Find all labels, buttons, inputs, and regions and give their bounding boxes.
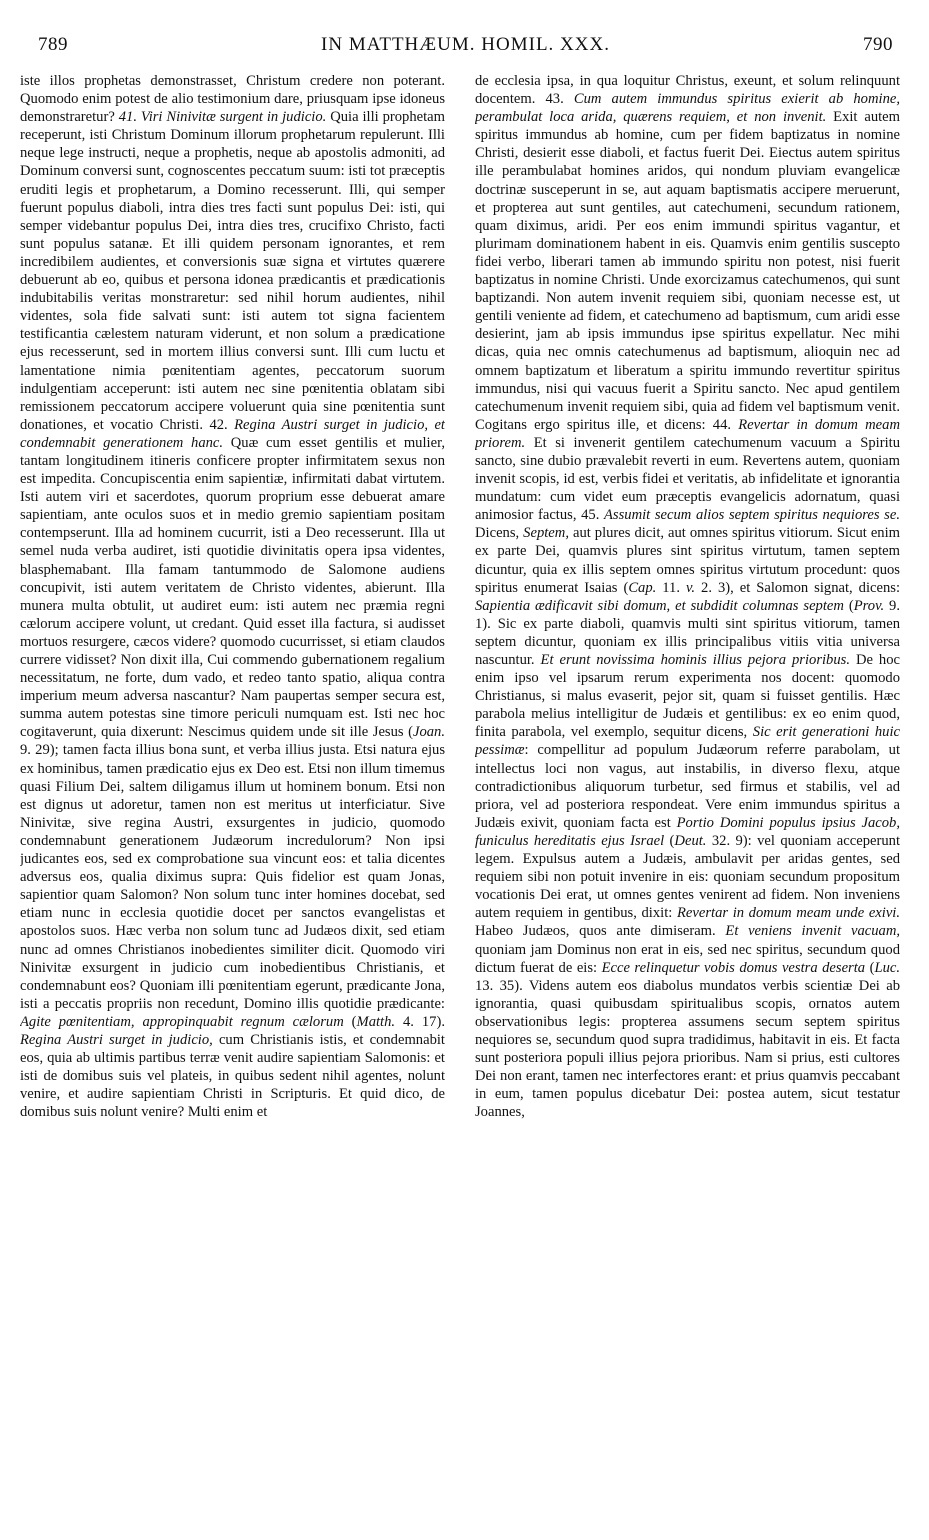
left-text-column xyxy=(20,72,445,1522)
text-run: : compellitur ad populum Judæorum referre parabolam, ut intellectus loci non vagus, aut instabilis, in diverso flexu, atque contradictionibus aliquorum turbetur, sed firmus et stabilis, vel ad priora, vel ad posteriora respondeat. Vere enim immundus spiritus a Judæis exivit, quoniam facta est xyxy=(475,742,900,831)
text-run: Et si invenerit gentilem catechumenum vacuum a Spiritu sancto, sine dubio prævalebit reverti in eum. Revertens autem, quoniam invenit scopis, id est, verbis fidei et veritatis, ab infidelitate et ignorantia mundatum: cum videt eum præceptis evangelicis adornatum, quasi animosior factus, 45. xyxy=(475,434,900,524)
text-run: aut plures dicit, aut omnes spiritus vitiorum. Sicut enim ex parte Dei, quamvis plures sint spiritus virtutum, tamen septem dicuntur, quia ex illis septem omnes spiritus virtutum procedunt: quos spiritus enumerat Isaias ( xyxy=(475,525,900,596)
page-number-left: 789 xyxy=(38,34,68,55)
text-run: Exit autem spiritus immundus ab homine, cum per fidem baptizatus in nomine Christi, desierit esse diaboli, et factus fuerit Dei. Eiectus autem spiritus ille perambulabat homines aridos, qui nondum pluviam evangelicæ doctrinæ susceperunt in se, aut aquam baptismatis accipere meruerunt, et propterea aut sunt gentiles, aut catechumeni, secundum rationem, quam diximus, aridi. Per eos enim immundi spiritus vagantur, et plurimam dominationem habent in eis. Quamvis enim gentilis suscepto fidei verbo, liberari tamen ab immundo spiritu non potest, nisi fuerit baptizatus in nomine Christi. Unde exorcizamus catechumenos, qui sunt baptizandi. Non autem invenit requiem sibi, quoniam necesse est, ut gentili veniente ad fidem, et catechumeno ad baptismum, cum aridi esse desierint, jam ab ipsis immundus ipse spiritus expellatur. Nec mihi dicas, quia nec omnis catechumenus ad baptismum, alioquin nec ad omnem baptizatum et liberatum a spiritu immundo revertitur spiritus immundus, nisi qui vacuus fuerit a Spiritu sancto. Nec apud gentilem catechumenum invenit requiem sibi, quia ad fidem vel baptismum venit. Cogitans ergo spiritus ille, et dicens: 44. xyxy=(475,109,900,433)
italic-text-run: 41. Viri Ninivitæ surgent in judicio. xyxy=(118,109,327,126)
italic-text-run: Deut. xyxy=(674,832,707,849)
italic-text-run: v. xyxy=(686,579,696,596)
text-run: Habeo Judæos, quos ante dimiseram. xyxy=(475,923,726,940)
right-text-column xyxy=(475,72,900,1522)
text-run: quoniam jam Dominus non erat in eis, sed nec spiritus, secundum quod dictum fuerat de eis: xyxy=(475,941,900,976)
italic-text-run: Regina Austri surget in judicio, et condemnabit generationem hanc. xyxy=(20,416,445,451)
left-column-paragraph xyxy=(20,72,445,1121)
text-run: 32. 9): vel quoniam acceperunt legem. Expulsus autem a Judæis, ambulavit per aridas gentes, sed requiem sibi non potuit invenire in eis: quoniam secundum propositum vocationis Dei erat, ut omnes gentes venirent ad fidem. Non inveniens autem requiem in gentibus, dixit: xyxy=(475,832,900,922)
italic-text-run: Joan. xyxy=(412,724,445,741)
italic-text-run: Cum autem immundus spiritus exierit ab homine, perambulat loca arida, quærens requiem, et non invenit. xyxy=(475,91,900,126)
text-run: iste illos prophetas demonstrasset, Christum credere non poterant. Quomodo enim potest de alio testimonium dare, priusquam ipse idoneus demonstraretur? xyxy=(20,73,445,126)
text-run: 11. xyxy=(656,579,686,596)
italic-text-run: Luc. xyxy=(874,959,900,976)
italic-text-run: Prov. xyxy=(853,597,885,614)
text-run: Quia illi prophetam receperunt, isti Christum Dominum illorum prophetarum repulerunt. Illi neque lege instructi, neque a prophetis, neque ab apostolis admoniti, ad Dominum conversi sunt, cognoscentes peccatum suum: isti tot præceptis eruditi legis et prophetarum, a Domino recesserunt. Illi, qui semper fuerunt populus diaboli, intra dies tres facti sunt populus Dei: isti, qui semper videbantur populus Dei, intra dies tres, crucifixo Christo, facti sunt populus satanæ. Et illi quidem personam ignorantes, et rem incredibilem audientes, et conversionis suæ signa et virtutes quærere debuerunt ab eo, quibus et persona idonea prædicantis et prædicationis indubitabilis veritas monstraretur: sed nihil horum audientes, nihil videntes, sola fide salvati sunt: isti autem tot signa facientem testificantia cælestem naturam viderunt, et non solum a prædicatione ejus recesserunt, sed in mortem illius conversi sunt. Illi cum luctu et lamentatione nimia pœnitentiam agentes, peccatorum suorum indulgentiam acceperunt: isti autem nec sine pœnitentia oblatam sibi remissionem peccatorum accipere voluerunt quia sine pœnitentia sunt donationes, et vocatio Christi. 42. xyxy=(20,109,445,433)
italic-text-run: Et veniens invenit vacuam, xyxy=(725,923,900,940)
running-title: IN MATTHÆUM. HOMIL. XXX. xyxy=(321,34,610,55)
italic-text-run: Regina Austri surget in judicio, xyxy=(20,1031,213,1048)
text-run: de ecclesia ipsa, in qua loquitur Christus, exeunt, et solum relinquunt docentem. 43. xyxy=(475,73,900,108)
italic-text-run: Sapientia ædificavit sibi domum, et subdidit columnas septem xyxy=(475,597,844,614)
right-column-paragraph xyxy=(475,72,900,1121)
text-run: Dicens, xyxy=(475,525,524,542)
italic-text-run: Agite pœnitentiam, appropinquabit regnum cælorum xyxy=(20,1013,344,1030)
text-run: 9. 1). Sic ex parte diaboli, quamvis multi sint spiritus vitiorum, tamen septem dicuntur, quoniam ex illis principalibus vitiis vitia universa nascuntur. xyxy=(475,597,900,668)
text-run: ( xyxy=(664,832,675,849)
italic-text-run: Sic erit generationi huic pessimæ xyxy=(475,724,900,759)
text-run: ( xyxy=(843,597,854,614)
text-run: cum Christianis istis, et condemnabit eos, quia ab ultimis partibus terræ venit audire sapientiam Salomonis: et isti de domibus suis vel plateis, in quibus sedent nihil agentes, nolunt venire, et audire sapientiam Christi in Scripturis. Et quid dico, de domibus suis nolunt venire? Multi enim et xyxy=(20,1031,445,1121)
text-run: ( xyxy=(865,959,875,976)
running-head xyxy=(38,34,893,62)
italic-text-run: Portio Domini populus ipsius Jacob, funiculus hereditatis ejus Israel xyxy=(475,814,900,849)
text-run: De hoc enim ipso vel ipsarum rerum experimenta nos docent: quomodo Christianus, si malus evaserit, pejor sit, quam si fuisset gentilis. Hæc parabola melius intelligitur de Judæis et gentilibus: ex eo enim quod, finita parabola, vel exemplo, sequitur dicens, xyxy=(475,652,900,741)
italic-text-run: Septem, xyxy=(523,525,569,542)
italic-text-run: Cap. xyxy=(628,579,657,596)
text-run: 13. 35). Videns autem eos diabolus mundatos verbis scientiæ Dei ab ignorantia, quasi quibusdam spiritualibus scopis, ornatos autem observationibus legis: propterea assumens secum septem spiritus nequiores se, secundum quod supra tradidimus, habitavit in eis. Et facta sunt posteriora populi illius pejora prioribus. Nam si prius, esti cultores Dei non erant, tamen nec interfectores erant: et prius quamvis peccabant in eum, tamen populus dicebatur Dei: postea autem, sicut testatur Joannes, xyxy=(475,977,900,1121)
text-run: 4. 17). xyxy=(395,1013,445,1030)
text-run: 2. 3), et Salomon signat, dicens: xyxy=(695,579,900,596)
italic-text-run: Revertar in domum meam priorem. xyxy=(475,416,900,451)
italic-text-run: Matth. xyxy=(356,1013,396,1030)
italic-text-run: Revertar in domum meam unde exivi. xyxy=(676,905,900,922)
italic-text-run: Et erunt novissima hominis illius pejora prioribus. xyxy=(540,652,850,668)
text-run: 9. 29); tamen facta illius bona sunt, et verba illius justa. Etsi natura ejus ex hominibus, tamen prædicatio ejus ex Deo est. Etsi non illum timemus quasi Filium Dei, saltem diligamus illum ut hominem bonum. Etsi non est dignus ut adoretur, tamen non est meritus ut interficiatur. Sive Ninivitæ, sive regina Austri, exsurgentes in judicio, quomodo condemnabunt generationem Judæorum incredulorum? Non ipsi judicantes eos, sed ex comprobatione sua vincunt eos: et talia dicentes adversus eos, qualia diximus supra: Quis fidelior est quam Jonas, sapientior quam Salomon? Non solum tunc inter homines docebat, sed etiam nunc in ecclesia quotidie docet per sanctos evangelistas et apostolos suos. Hæc verba non solum tunc ad Judæos dixit, sed etiam nunc ad omnes Christianos inobedientes similiter dicit. Quomodo viri Ninivitæ exsurgent in judicio cum inobedientibus Christianis, et condemnabunt eos? Quoniam illi pœnitentiam egerunt, prædicante Jona, isti a peccatis propriis non recedunt, Domino illis quotidie prædicante: xyxy=(20,742,445,1012)
page-number-right: 790 xyxy=(863,34,893,55)
text-run: ( xyxy=(343,1013,357,1030)
italic-text-run: Assumit secum alios septem spiritus nequiores se. xyxy=(604,507,900,524)
italic-text-run: Ecce relinquetur vobis domus vestra deserta xyxy=(601,959,866,976)
text-run: Quæ cum esset gentilis et mulier, tantam longitudinem itineris conficere propter infirmitatem sexus non est impedita. Concupiscentia enim sapientiæ, infirmitati dabat virtutem. Isti autem viri et sacerdotes, quorum proprium esse debuerat amare sapientiam, ante oculos suos et in medio gremio sapientiam positam contempserunt. Illa ad hominem cucurrit, isti a Deo recesserunt. Illa ut semel nuda verba audiret, isti quotidie divinitatis opera ipsa videntes, blasphemabant. Illa famam tantummodo de Salomone audiens concupivit, isti autem veritatem de Christo videntes, abierunt. Illa munera multa obtulit, ut audiret eum: isti autem nec præmia regni cælorum accipere volunt, ut credant. Quid esset illa factura, si audisset mortuos resurgere, cæcos videre? quomodo cucurrisset, si etiam claudos currere vidisset? Non dixit illa, Cui commendo gubernationem regalium necessitatum, ne forte, dum vado, et redeo tanto spatio, aliqua contra imperium meum adversa nascantur? Nam paupertas semper secura est, summa autem potestas sine timore periculi numquam est. Isti nec hoc cogitaverunt, quia dixerunt: Nescimus quidem unde sit ille Jesus ( xyxy=(20,434,445,741)
